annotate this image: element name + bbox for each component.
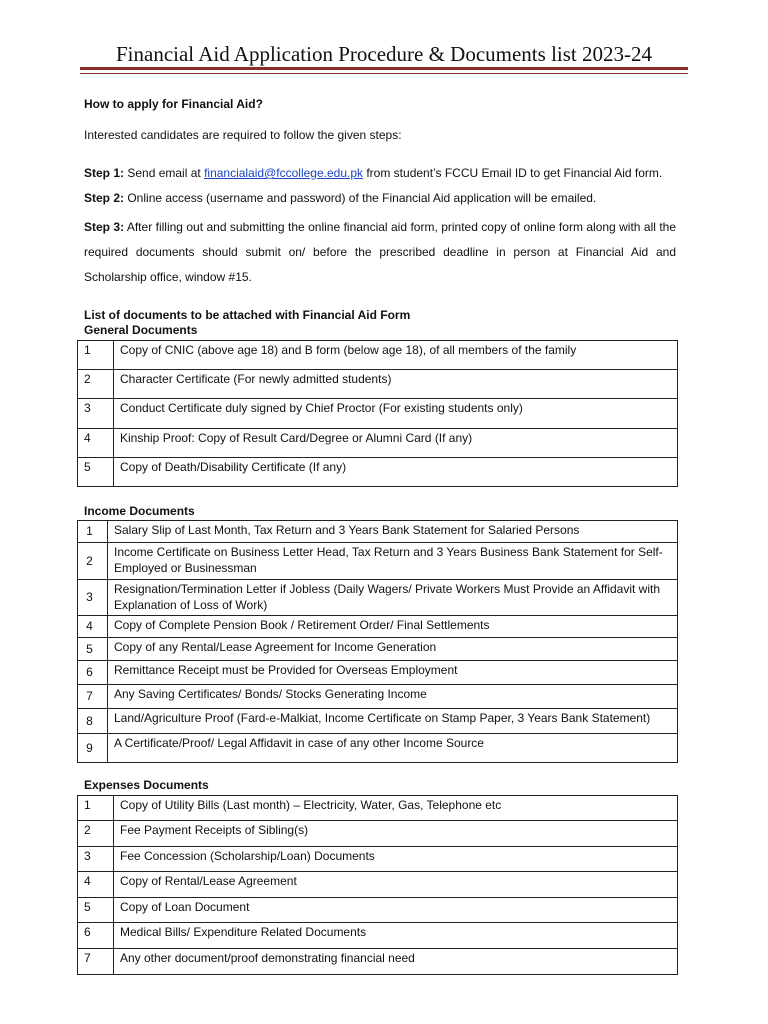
how-to-apply-heading: How to apply for Financial Aid?: [84, 97, 263, 111]
row-text: Copy of Utility Bills (Last month) – Electricity, Water, Gas, Telephone etc: [114, 796, 678, 821]
row-number: 4: [78, 616, 108, 638]
intro-lead: Interested candidates are required to follow the given steps:: [84, 128, 402, 142]
title-rule-thick: [80, 67, 688, 70]
expenses-documents-table: [77, 795, 678, 975]
row-text: Conduct Certificate duly signed by Chief Proctor (For existing students only): [114, 399, 678, 429]
row-text: Copy of Loan Document: [114, 898, 678, 923]
row-text: Medical Bills/ Expenditure Related Documents: [114, 923, 678, 949]
row-number: 4: [78, 429, 114, 458]
row-text: Kinship Proof: Copy of Result Card/Degree or Alumni Card (If any): [114, 429, 678, 458]
table-row: [78, 949, 678, 975]
step-1-label: Step 1:: [84, 166, 125, 180]
step-1-post: from student’s FCCU Email ID to get Financial Aid form.: [363, 166, 663, 180]
step-3-text: After filling out and submitting the online financial aid form, printed copy of online form along with all the required documents should submit on/ before the prescribed deadline in person at Financial Aid and Scholarship office, window #15.: [84, 220, 676, 284]
row-number: 8: [78, 709, 108, 734]
row-number: 4: [78, 872, 114, 898]
financial-aid-email-link[interactable]: financialaid@fccollege.edu.pk: [204, 166, 364, 180]
table-row: [78, 685, 678, 709]
row-text: Land/Agriculture Proof (Fard-e-Malkiat, Income Certificate on Stamp Paper, 3 Years Bank Statement): [108, 709, 678, 734]
row-text: Salary Slip of Last Month, Tax Return and 3 Years Bank Statement for Salaried Persons: [108, 521, 678, 543]
income-documents-table: [77, 520, 678, 763]
table-row: [78, 458, 678, 487]
table-row: [78, 429, 678, 458]
table-row: [78, 580, 678, 616]
table-row: [78, 638, 678, 661]
income-documents-heading: Income Documents: [84, 504, 195, 518]
row-number: 2: [78, 821, 114, 847]
table-row: [78, 872, 678, 898]
row-number: 7: [78, 949, 114, 975]
row-number: 2: [78, 370, 114, 399]
documents-list-heading: List of documents to be attached with Financial Aid Form: [84, 308, 411, 322]
step-3-label: Step 3:: [84, 220, 125, 234]
table-row: [78, 709, 678, 734]
row-number: 2: [78, 543, 108, 580]
row-text: Copy of any Rental/Lease Agreement for Income Generation: [108, 638, 678, 661]
table-row: [78, 734, 678, 763]
title-rule-thin: [80, 73, 688, 74]
row-number: 3: [78, 580, 108, 616]
row-number: 1: [78, 521, 108, 543]
row-number: 6: [78, 923, 114, 949]
table-row: [78, 521, 678, 543]
row-text: Fee Payment Receipts of Sibling(s): [114, 821, 678, 847]
row-text: Copy of CNIC (above age 18) and B form (below age 18), of all members of the family: [114, 341, 678, 370]
table-row: [78, 370, 678, 399]
row-text: Copy of Complete Pension Book / Retirement Order/ Final Settlements: [108, 616, 678, 638]
table-row: [78, 923, 678, 949]
step-2-text: Online access (username and password) of the Financial Aid application will be emailed.: [124, 191, 597, 205]
row-text: Resignation/Termination Letter if Jobless (Daily Wagers/ Private Workers Must Provide an Affidavit with Explanation of Loss of Work): [108, 580, 678, 616]
table-row: [78, 543, 678, 580]
step-1-pre: Send email at: [124, 166, 205, 180]
row-number: 1: [78, 341, 114, 370]
table-row: [78, 616, 678, 638]
general-documents-table: [77, 340, 678, 487]
row-text: Copy of Rental/Lease Agreement: [114, 872, 678, 898]
table-row: [78, 399, 678, 429]
row-text: Fee Concession (Scholarship/Loan) Documents: [114, 847, 678, 872]
row-text: Remittance Receipt must be Provided for Overseas Employment: [108, 661, 678, 685]
row-number: 5: [78, 458, 114, 487]
row-number: 5: [78, 638, 108, 661]
row-number: 7: [78, 685, 108, 709]
row-text: Any other document/proof demonstrating financial need: [114, 949, 678, 975]
document-title: Financial Aid Application Procedure & Documents list 2023-24: [115, 42, 652, 66]
table-row: [78, 847, 678, 872]
row-number: 3: [78, 399, 114, 429]
row-number: 3: [78, 847, 114, 872]
step-1: [84, 165, 676, 181]
expenses-documents-heading: Expenses Documents: [84, 778, 209, 792]
row-number: 6: [78, 661, 108, 685]
table-row: [78, 661, 678, 685]
table-row: [78, 898, 678, 923]
row-text: Any Saving Certificates/ Bonds/ Stocks Generating Income: [108, 685, 678, 709]
step-3: [84, 215, 676, 290]
row-text: Character Certificate (For newly admitted students): [114, 370, 678, 399]
row-text: Income Certificate on Business Letter Head, Tax Return and 3 Years Business Bank Statement for Self-Employed or Businessman: [108, 543, 678, 580]
row-number: 1: [78, 796, 114, 821]
row-number: 5: [78, 898, 114, 923]
row-text: A Certificate/Proof/ Legal Affidavit in case of any other Income Source: [108, 734, 678, 763]
table-row: [78, 821, 678, 847]
general-documents-heading: General Documents: [84, 323, 198, 337]
table-row: [78, 341, 678, 370]
step-2: [84, 190, 676, 206]
table-row: [78, 796, 678, 821]
row-text: Copy of Death/Disability Certificate (If any): [114, 458, 678, 487]
step-2-label: Step 2:: [84, 191, 125, 205]
row-number: 9: [78, 734, 108, 763]
